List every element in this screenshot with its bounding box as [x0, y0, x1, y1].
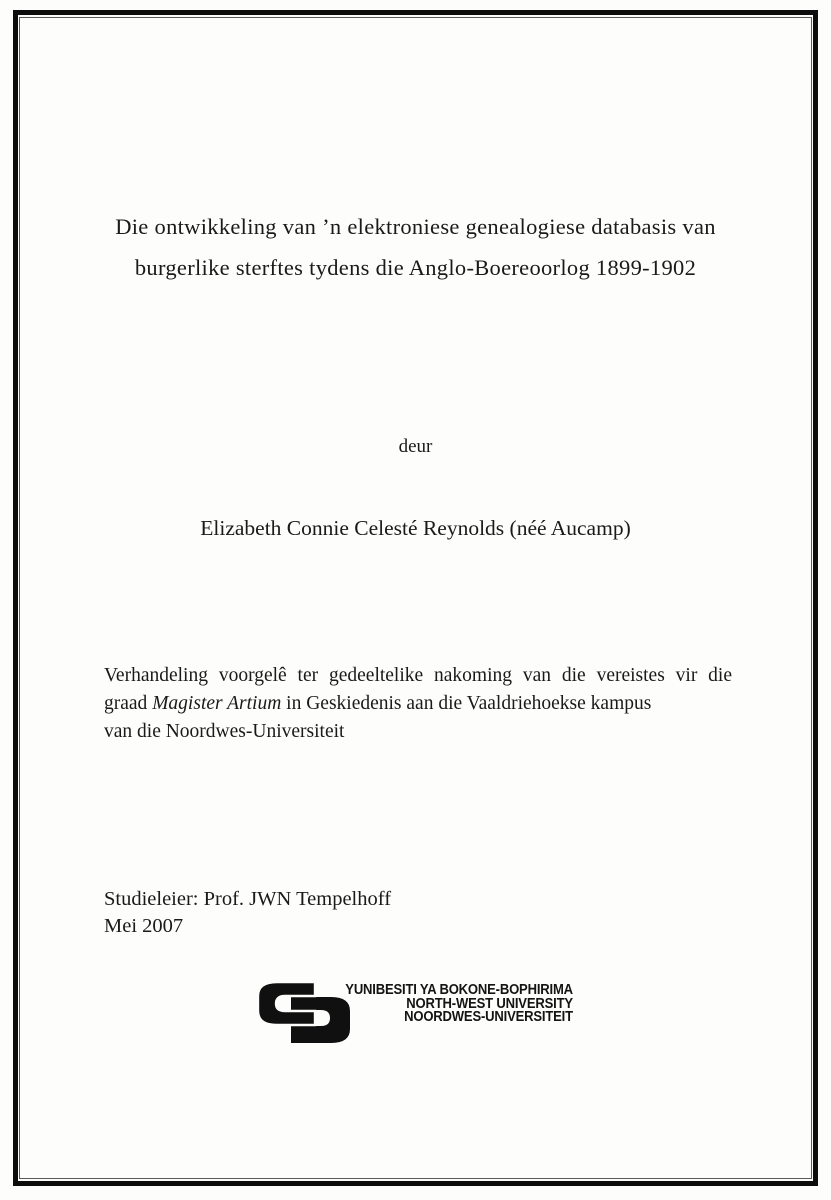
author-name: Elizabeth Connie Celesté Reynolds (néé Aucamp)	[200, 516, 631, 540]
submission-statement	[104, 662, 732, 746]
supervisor-line: Studieleier: Prof. JWN Tempelhoff	[104, 888, 392, 910]
submission-line3: van die Noordwes-Universiteit	[104, 721, 345, 742]
submission-line2	[104, 690, 732, 718]
submission-line2-pre: graad	[104, 693, 153, 714]
logo-text-afrikaans: NOORDWES-UNIVERSITEIT	[404, 1009, 573, 1026]
nwu-logo-wordmark	[320, 984, 573, 1025]
nwu-logo	[0, 978, 831, 1068]
submission-line1: Verhandeling voorgelê ter gedeeltelike nakoming van die vereistes vir die	[104, 665, 732, 686]
thesis-title-line1: Die ontwikkeling van ’n elektroniese genealogiese databasis van	[115, 214, 716, 239]
submission-line2-post: in Geskiedenis aan die Vaaldriehoekse kampus	[281, 693, 652, 714]
date-line: Mei 2007	[104, 914, 184, 937]
byline-deur: deur	[398, 436, 433, 457]
thesis-title-line2: burgerlike sterftes tydens die Anglo-Boereoorlog 1899-1902	[134, 255, 697, 280]
logo-text-english: NORTH-WEST UNIVERSITY	[406, 995, 573, 1012]
degree-name-italic: Magister Artium	[152, 693, 282, 714]
supervisor-block	[104, 886, 391, 939]
logo-text-setswana: YUNIBESITI YA BOKONE-BOPHIRIMA	[345, 982, 573, 998]
thesis-title	[0, 206, 831, 288]
